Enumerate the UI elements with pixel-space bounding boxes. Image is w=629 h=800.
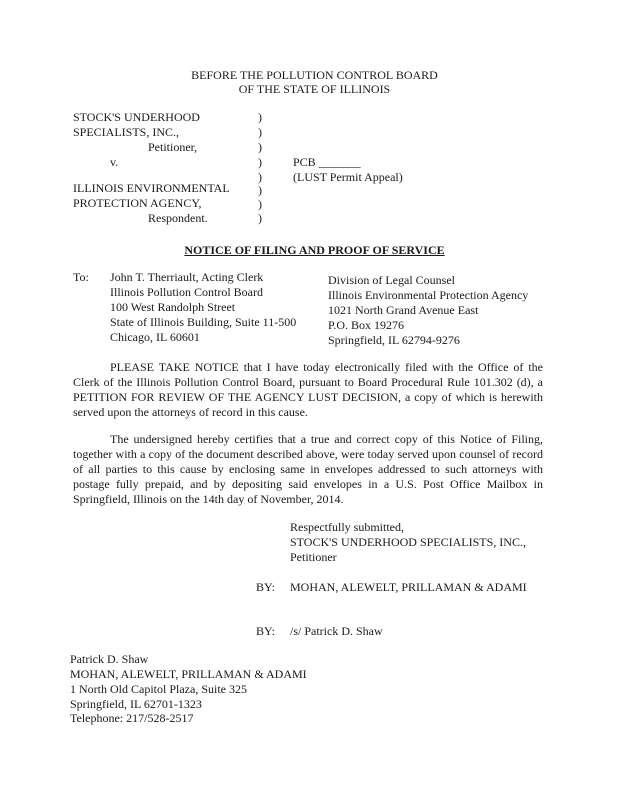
respondent-role: Respondent. [148, 211, 208, 225]
petitioner-role: Petitioner, [148, 140, 198, 154]
respondent-name-line1: ILLINOIS ENVIRONMENTAL [73, 181, 230, 195]
recipient-right-line: Springfield, IL 62794-9276 [328, 333, 460, 347]
petitioner-name-line2: SPECIALISTS, INC., [73, 125, 180, 139]
footer-line: Springfield, IL 62701-1323 [70, 697, 202, 711]
petitioner-name-line1: STOCK'S UNDERHOOD [73, 110, 200, 124]
signature-party: STOCK'S UNDERHOOD SPECIALISTS, INC., [290, 535, 526, 549]
caption-paren: ) [258, 170, 262, 184]
caption-paren: ) [258, 125, 262, 139]
court-heading-line1: BEFORE THE POLLUTION CONTROL BOARD [191, 68, 438, 82]
caption-paren: ) [258, 110, 262, 124]
recipient-right-line: 1021 North Grand Avenue East [328, 303, 479, 317]
electronic-signature: /s/ Patrick D. Shaw [290, 624, 383, 638]
footer-line: Patrick D. Shaw [70, 652, 149, 666]
firm-name: MOHAN, ALEWELT, PRILLAMAN & ADAMI [290, 580, 527, 594]
caption-paren: ) [258, 155, 262, 169]
caption-paren: ) [258, 211, 262, 225]
recipient-left-line: Illinois Pollution Control Board [110, 285, 264, 299]
signature-role: Petitioner [290, 550, 337, 564]
pcb-number: PCB _______ [293, 155, 361, 169]
closing: Respectfully submitted, [290, 520, 404, 534]
notice-paragraph: PLEASE TAKE NOTICE that I have today electronically filed with the Office of the Clerk of the Illinois Pollution Control Board, pursuant to Board Procedural Rule 101.302 (d), a PETITION FOR REVIEW OF THE AGENCY LUST DECISION, a copy of which is herewith served upon the attorneys of record in this cause. [73, 360, 543, 419]
footer-line: Telephone: 217/528-2517 [70, 711, 194, 725]
certification-paragraph: The undersigned hereby certifies that a true and correct copy of this Notice of Filing, together with a copy of the document described above, were today served upon counsel of record of all parties to this cause by enclosing same in envelopes addressed to such attorneys with postage fully prepaid, and by depositing said envelopes in a U.S. Post Office Mailbox in Springfield, Illinois on the 14th day of November, 2014. [73, 432, 543, 506]
recipient-left-line: State of Illinois Building, Suite 11-500 [110, 315, 297, 329]
footer-line: MOHAN, ALEWELT, PRILLAMAN & ADAMI [70, 667, 307, 681]
by-label: BY: [256, 624, 275, 638]
court-heading-line2: OF THE STATE OF ILLINOIS [238, 82, 391, 96]
recipient-left-line: John T. Therriault, Acting Clerk [110, 270, 264, 284]
recipient-right-line: Illinois Environmental Protection Agency [328, 288, 529, 302]
by-label: BY: [256, 580, 275, 594]
caption-paren: ) [258, 140, 262, 154]
recipient-right-line: P.O. Box 19276 [328, 318, 405, 332]
recipient-left-line: 100 West Randolph Street [110, 300, 236, 314]
versus-label: v. [110, 155, 119, 169]
caption-paren: ) [258, 183, 262, 197]
respondent-name-line2: PROTECTION AGENCY, [73, 196, 202, 210]
caption-paren: ) [258, 197, 262, 211]
footer-line: 1 North Old Capitol Plaza, Suite 325 [70, 682, 247, 696]
case-type: (LUST Permit Appeal) [293, 170, 403, 184]
to-label: To: [73, 270, 89, 284]
recipient-left-line: Chicago, IL 60601 [110, 330, 200, 344]
recipient-right-line: Division of Legal Counsel [328, 273, 455, 287]
document-title: NOTICE OF FILING AND PROOF OF SERVICE [184, 243, 445, 257]
